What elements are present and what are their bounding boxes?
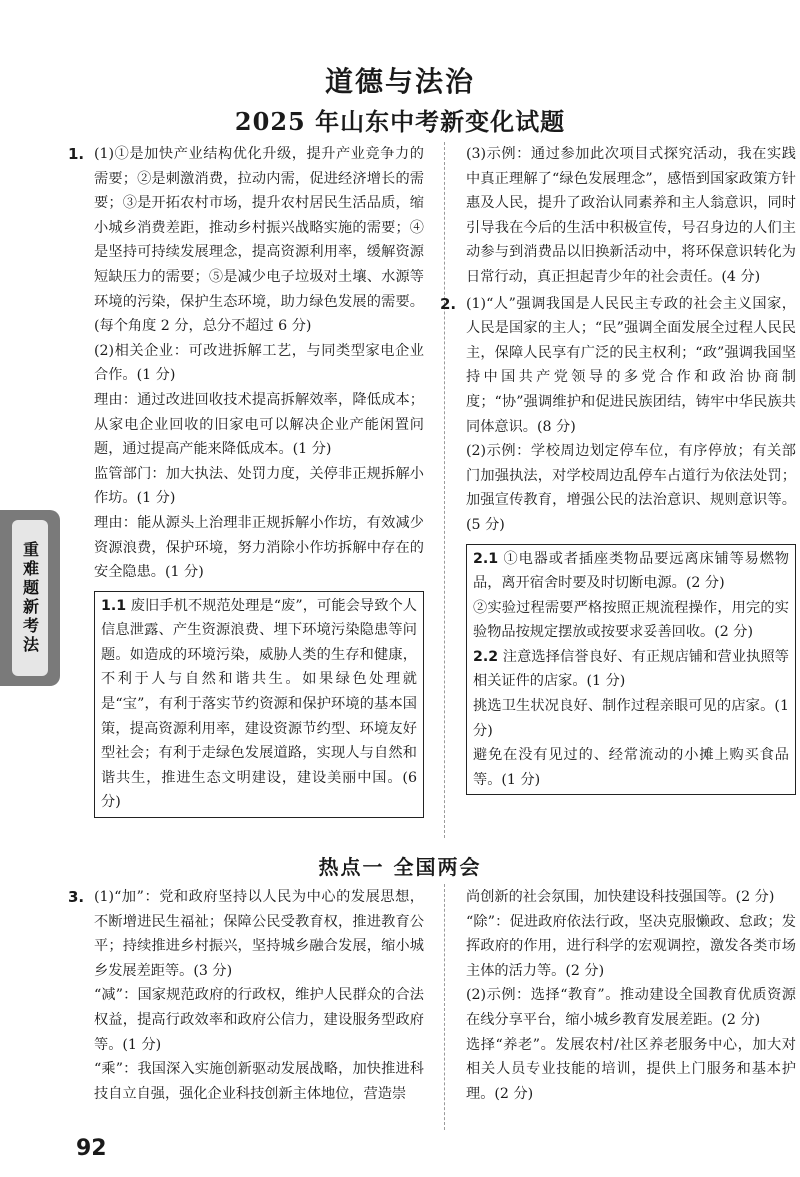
answer-paragraph: “除”：促进政府依法行政，坚决克服懒政、怠政；发挥政府的作用，进行科学的宏观调控，激发各类市场主体的活力等。(2 分)	[466, 913, 796, 979]
right-column-top	[440, 142, 796, 795]
answer-paragraph: “乘”：我国深入实施创新驱动发展战略，加快推进科技自立自强，强化企业科技创新主体地位，营造崇	[94, 1061, 424, 1102]
answer-paragraph: (2)示例：学校周边划定停车位，有序停放；有关部门加强执法，对学校周边乱停车占道行为依法处罚；加强宣传教育，增强公民的法治意识、规则意识等。(5 分)	[466, 443, 796, 533]
question-number: 1.	[68, 145, 85, 163]
side-tab-label: 重难题新考法	[12, 520, 48, 676]
variant-text: 注意选择信誉良好、有正规店铺和营业执照等相关证件的店家。(1 分)	[473, 648, 789, 690]
answer-paragraph: 理由：能从源头上治理非正规拆解小作坊，有效减少资源浪费，保护环境，努力消除小作坊拆解中存在的安全隐患。(1 分)	[94, 514, 424, 581]
question-number: 3.	[68, 888, 85, 906]
answer-paragraph: 尚创新的社会氛围，加快建设科技强国等。(2 分)	[466, 889, 775, 905]
answer-paragraph: (3)示例：通过参加此次项目式探究活动，我在实践中真正理解了“绿色发展理念”，感悟到国家政策方针惠及人民，提升了政治认同素养和主人翁意识，同时引导我在今后的生活中积极宣传，号召身边的人们主动参与到消费品以旧换新活动中，将环保意识转化为日常行动，真正担起青少年的社会责任。(4 分)	[466, 146, 796, 285]
variant-text: ②实验过程需要严格按照正规流程操作，用完的实验物品按规定摆放或按要求妥善回收。(2 分)	[473, 599, 789, 641]
question-number: 2.	[440, 294, 457, 313]
variant-text: 废旧手机不规范处理是“废”，可能会导致个人信息泄露、产生资源浪费、埋下环境污染隐患等问题。如造成的环境污染，威胁人类的生存和健康，不利于人与自然和谐共生。如果绿色处理就是“宝”，有利于落实节约资源和保护环境的基本国策，提高资源利用率，建设资源节约型、环境友好型社会；有利于走绿色发展道路，实现人与自然和谐共生，推进生态文明建设，建设美丽中国。(6 分)	[101, 597, 417, 811]
variant-tag: 1.1	[101, 597, 127, 614]
question-1	[68, 142, 424, 818]
answer-paragraph: 选择“养老”。发展农村/社区养老服务中心，加大对相关人员专业技能的培训，提供上门服务和基本护理。(2 分)	[466, 1036, 796, 1102]
column-divider-top	[444, 142, 445, 838]
section-heading: 热点一 全国两会	[318, 855, 482, 879]
answer-paragraph: (1)①是加快产业结构优化升级，提升产业竞争力的需要；②是刺激消费，拉动内需，促进经济增长的需要；③是开拓农村市场，提升农村居民生活品质，缩小城乡消费差距，推动乡村振兴战略实施的需要；④是坚持可持续发展理念，提高资源利用率，缓解资源短缺压力的需要；⑤是减少电子垃圾对土壤、水源等环境的污染，保护生态环境，助力绿色发展的需要。(每个角度 2 分，总分不超过 6 分)	[94, 146, 424, 335]
answer-paragraph: (1)“加”：党和政府坚持以人民为中心的发展思想，不断增进民生福祉；保障公民受教育权，推进教育公平；持续推进乡村振兴，坚持城乡融合发展，缩小城乡发展差距等。(3 分)	[94, 889, 424, 979]
answer-paragraph: (1)“人”强调我国是人民民主专政的社会主义国家，人民是国家的主人；“民”强调全面发展全过程人民民主，保障人民享有广泛的民主权利；“政”强调我国坚持中国共产党领导的多党合作和政治协商制度；“协”强调维护和促进民族团结，铸牢中华民族共同体意识。(8 分)	[466, 295, 796, 435]
answer-paragraph: 监管部门：加大执法、处罚力度，关停非正规拆解小作坊。(1 分)	[94, 465, 424, 507]
answer-paragraph: 理由：通过改进回收技术提高拆解效率，降低成本；从家电企业回收的旧家电可以解决企业产能闲置问题，通过提高产能来降低成本。(1 分)	[94, 391, 424, 458]
page-number: 92	[76, 1136, 107, 1161]
right-column-bottom	[466, 885, 796, 1106]
column-divider-bottom	[444, 884, 445, 1130]
question-3	[68, 885, 424, 1106]
left-column-top	[68, 142, 424, 818]
question-2	[440, 292, 796, 796]
answer-paragraph: (2)相关企业：可改进拆解工艺，与同类型家电企业合作。(1 分)	[94, 342, 424, 384]
variant-answer-box	[466, 544, 796, 796]
left-column-bottom	[68, 885, 424, 1106]
page-title: 道德与法治	[324, 65, 475, 98]
side-tab	[0, 510, 60, 686]
variant-text: 避免在没有见过的、经常流动的小摊上购买食品等。(1 分)	[473, 747, 789, 788]
variant-tag: 2.2	[473, 648, 499, 665]
variant-tag: 2.1	[473, 550, 499, 567]
variant-answer-box	[94, 591, 424, 818]
variant-text: ①电器或者插座类物品要远离床铺等易燃物品，离开宿舍时要及时切断电源。(2 分)	[473, 550, 789, 592]
variant-text: 挑选卫生状况良好、制作过程亲眼可见的店家。(1 分)	[473, 698, 789, 739]
answer-paragraph: “减”：国家规范政府的行政权，维护人民群众的合法权益，提高行政效率和政府公信力，建设服务型政府等。(1 分)	[94, 987, 424, 1053]
page-subtitle: 2025 年山东中考新变化试题	[234, 107, 566, 136]
answer-paragraph: (2)示例：选择“教育”。推动建设全国教育优质资源在线分享平台，缩小城乡教育发展差距。(2 分)	[466, 987, 796, 1028]
